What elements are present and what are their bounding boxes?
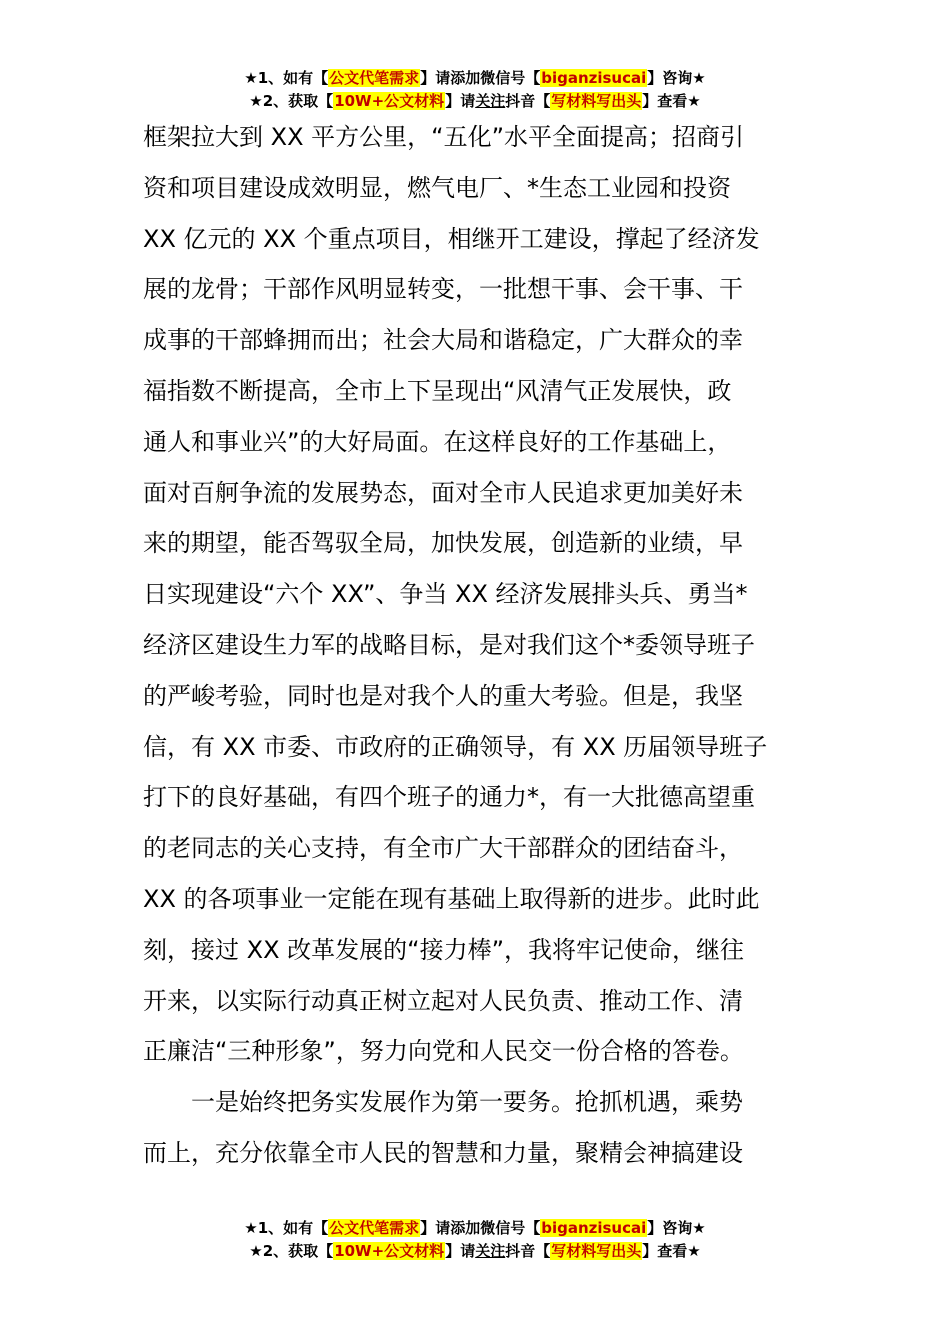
body-line: 框架拉大到 XX 平方公里，“五化”水平全面提高；招商引 (143, 123, 745, 151)
body-line: XX 亿元的 XX 个重点项目，相继开工建设，撑起了经济发 (143, 224, 760, 253)
document-body (143, 112, 833, 1179)
paragraph-start-line: 一是始终把务实发展作为第一要务。抢抓机遇，乘势 (191, 1088, 743, 1117)
body-line: 的严峻考验，同时也是对我个人的重大考验。但是，我坚 (143, 681, 743, 710)
body-line: 通人和事业兴”的大好局面。在这样良好的工作基础上， (143, 427, 732, 456)
body-line: XX 的各项事业一定能在现有基础上取得新的进步。此时此 (143, 884, 760, 913)
banner-line-2 (0, 1240, 950, 1263)
banner-text: ★2、获取【 (249, 92, 334, 110)
body-line: 来的期望，能否驾驭全局，加快发展，创造新的业绩，早 (143, 529, 743, 558)
banner-text: 】请添加微信号【 (420, 69, 541, 87)
highlight-douyin: 写材料写出头 (551, 1242, 642, 1260)
banner-text: 抖音【 (505, 92, 551, 110)
banner-text: 】查看★ (642, 92, 701, 110)
banner-text: ★1、如有【 (244, 1219, 329, 1237)
banner-text: 】咨询★ (647, 1219, 706, 1237)
body-line: 刻，接过 XX 改革发展的“接力棒”，我将牢记使命，继往 (143, 935, 745, 964)
banner-text: 】请 (445, 1242, 476, 1260)
highlight-wechat-id: biganzisucai (541, 69, 647, 87)
banner-text: ★2、获取【 (249, 1242, 334, 1260)
banner-text: 】请添加微信号【 (420, 1219, 541, 1237)
footer-banner (0, 1217, 950, 1263)
highlight-service: 公文代笔需求 (329, 69, 420, 87)
header-banner (0, 67, 950, 113)
highlight-materials: 10W+公文材料 (334, 92, 445, 110)
highlight-douyin: 写材料写出头 (551, 92, 642, 110)
banner-line-1 (0, 1217, 950, 1240)
body-line: 而上，充分依靠全市人民的智慧和力量，聚精会神搞建设 (143, 1138, 743, 1167)
body-line: 信，有 XX 市委、市政府的正确领导，有 XX 历届领导班子 (143, 732, 768, 761)
banner-underlined-text: 关注 (475, 92, 506, 110)
banner-line-2 (0, 90, 950, 113)
highlight-materials: 10W+公文材料 (334, 1242, 445, 1260)
body-line: 成事的干部蜂拥而出；社会大局和谐稳定，广大群众的幸 (143, 326, 743, 355)
banner-text: 】请 (445, 92, 476, 110)
banner-line-1 (0, 67, 950, 90)
body-line: 正廉洁“三种形象”，努力向党和人民交一份合格的答卷。 (143, 1037, 744, 1066)
banner-text: 】咨询★ (647, 69, 706, 87)
body-line: 开来，以实际行动真正树立起对人民负责、推动工作、清 (143, 986, 743, 1015)
highlight-service: 公文代笔需求 (329, 1219, 420, 1237)
body-line: 的老同志的关心支持，有全市广大干部群众的团结奋斗， (143, 834, 743, 863)
banner-underlined-text: 关注 (475, 1242, 506, 1260)
banner-text: ★1、如有【 (244, 69, 329, 87)
body-line: 资和项目建设成效明显，燃气电厂、*生态工业园和投资 (143, 173, 731, 202)
highlight-wechat-id: biganzisucai (541, 1219, 647, 1237)
banner-text: 抖音【 (505, 1242, 551, 1260)
body-line: 经济区建设生力军的战略目标，是对我们这个*委领导班子 (143, 630, 755, 659)
body-line: 展的龙骨；干部作风明显转变，一批想干事、会干事、干 (143, 275, 743, 304)
body-line: 面对百舸争流的发展势态，面对全市人民追求更加美好未 (143, 478, 743, 507)
body-line: 福指数不断提高，全市上下呈现出“风清气正发展快，政 (143, 376, 732, 405)
banner-text: 】查看★ (642, 1242, 701, 1260)
body-line: 打下的良好基础，有四个班子的通力*，有一大批德高望重 (143, 783, 755, 812)
body-line: 日实现建设“六个 XX”、争当 XX 经济发展排头兵、勇当* (143, 580, 748, 609)
